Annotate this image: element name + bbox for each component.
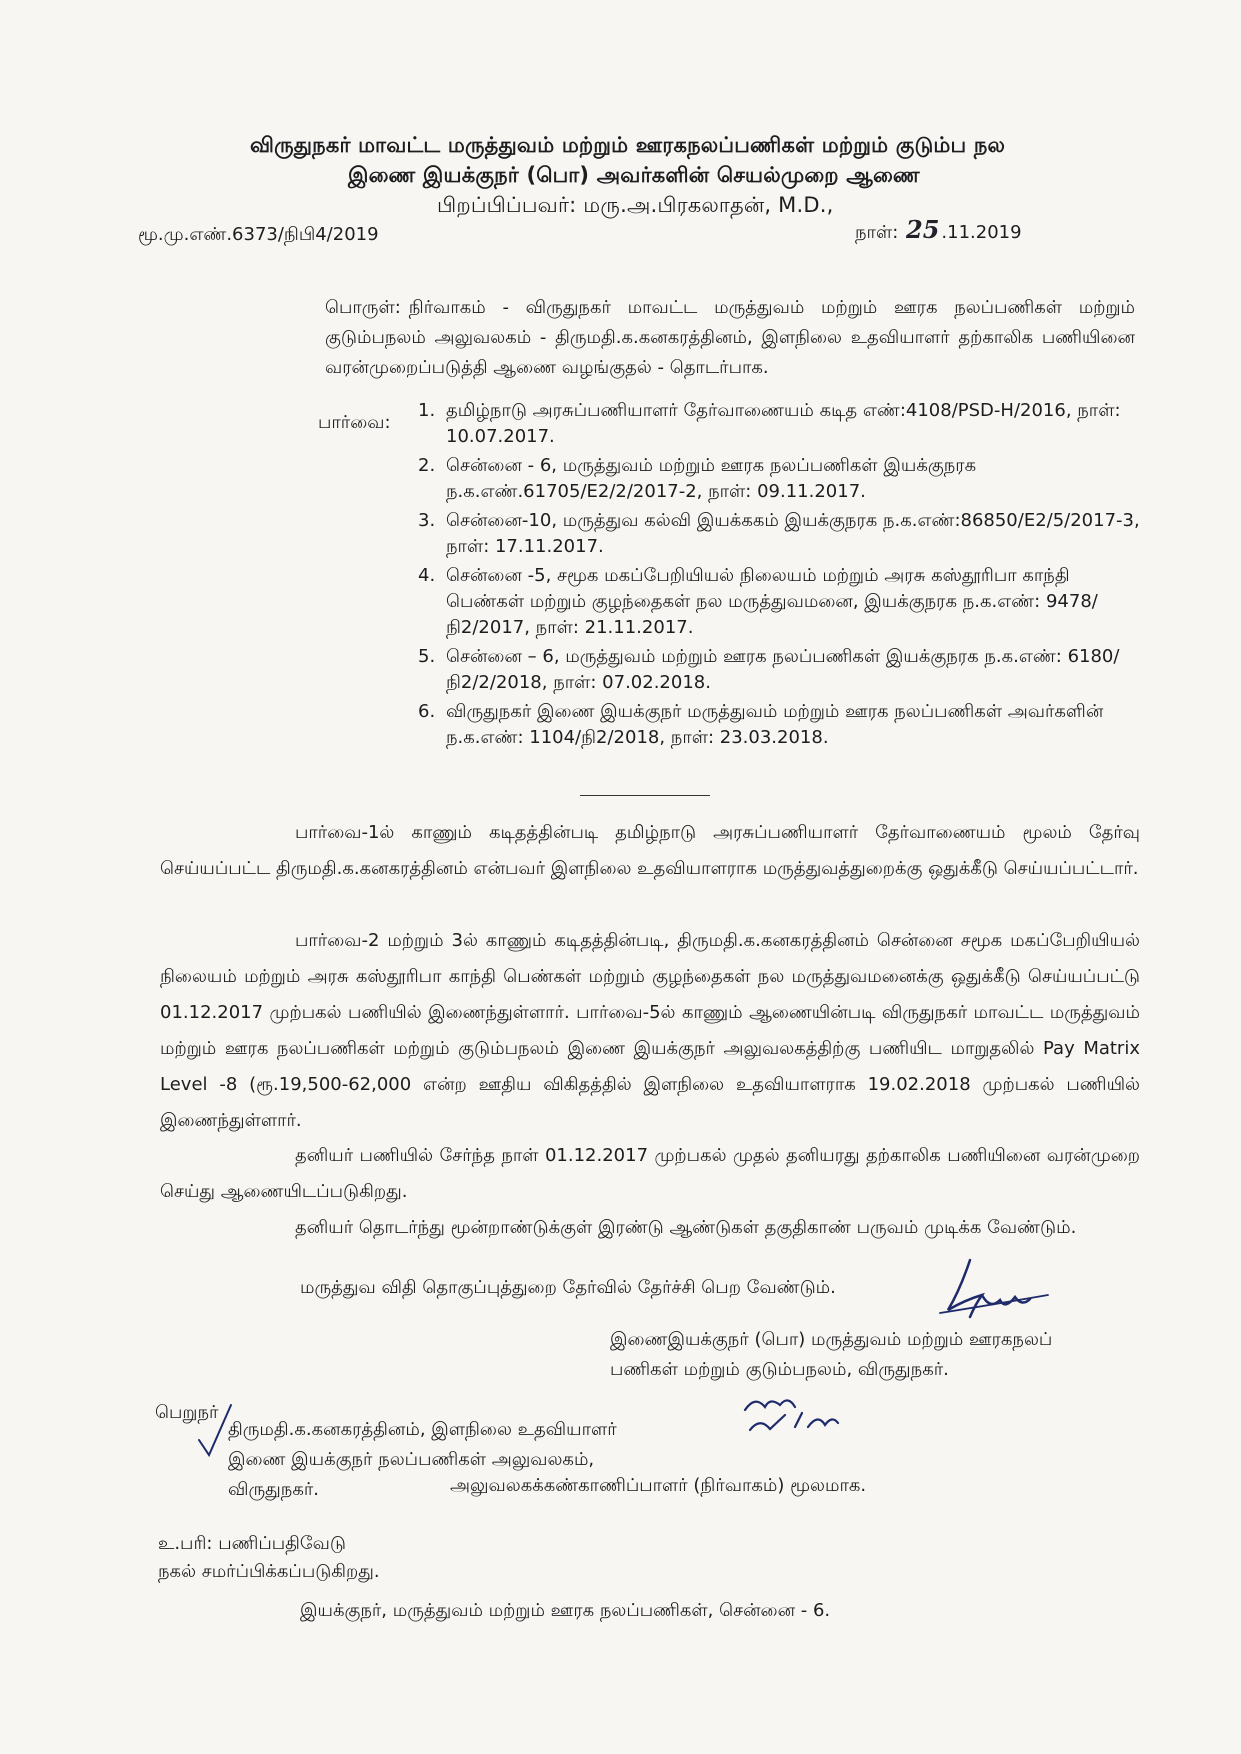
body-paragraph-2: பார்வை-2 மற்றும் 3ல் காணும் கடிதத்தின்படி, திருமதி.க.கனகரத்தினம் சென்னை சமூக மகப்பேறியியல் நிலையம் மற்றும் அரசு கஸ்தூரிபா காந்தி பெண்கள் மற்றும் குழந்தைகள் நல மருத்துவமனைக்கு ஒதுக்கீடு செய்யப்பட்டு 01.12.2017 முற்பகல் பணியில் இணைந்துள்ளார். பார்வை-5ல் காணும் ஆணையின்படி விருதுநகர் மாவட்ட மருத்துவம் மற்றும் ஊரக நலப்பணிகள் மற்றும் குடும்பநலம் இணை இயக்குநர் அலுவலகத்திற்கு பணியிட மாறுதலில் Pay Matrix Level -8 (ரூ.19,500-62,000 என்ற ஊதிய விகிதத்தில் இளநிலை உதவியாளராக 19.02.2018 முற்பகல் பணியில் இணைந்துள்ளார். (160, 930, 1140, 1131)
copy-line-3: இயக்குநர், மருத்துவம் மற்றும் ஊரக நலப்பணிகள், சென்னை - 6. (300, 1600, 831, 1621)
recipient-label: பெறுநர் (155, 1402, 219, 1423)
reference-item: 5. சென்னை – 6, மருத்துவம் மற்றும் ஊரக நலப்பணிகள் இயக்குநரக ந.க.எண்: 6180/நி2/2/2018, நாள்: 07.02.2018. (418, 646, 1120, 693)
references-label: பார்வை: (318, 412, 391, 433)
references-list (418, 398, 1153, 754)
body-paragraph-5: மருத்துவ விதி தொகுப்புத்துறை தேர்வில் தேர்ச்சி பெற வேண்டும். (300, 1277, 836, 1298)
signatory-block (610, 1325, 1052, 1385)
copy-line-2: நகல் சமர்ப்பிக்கப்படுகிறது. (158, 1561, 380, 1582)
reference-item: 2. சென்னை - 6, மருத்துவம் மற்றும் ஊரக நலப்பணிகள் இயக்குநரக ந.க.எண்.61705/E2/2/2017-2, நாள்: 09.11.2017. (418, 455, 977, 502)
signatory-line-1: இணைஇயக்குநர் (பொ) மருத்துவம் மற்றும் ஊரகநலப் (610, 1329, 1053, 1350)
date-rest: .11.2019 (941, 222, 1022, 243)
reference-item: 1. தமிழ்நாடு அரசுப்பணியாளர் தேர்வாணையம் கடித எண்:4108/PSD-H/2016, நாள்: 10.07.2017. (418, 400, 1121, 447)
reference-item: 4. சென்னை -5, சமூக மகப்பேறியியல் நிலையம் மற்றும் அரசு கஸ்தூரிபா காந்தி பெண்கள் மற்றும் குழந்தைகள் நல மருத்துவமனை, இயக்குநரக ந.க.எண்: 9478/நி2/2017, நாள்: 21.11.2017. (418, 565, 1098, 638)
order-date (855, 215, 1022, 245)
copy-block (158, 1530, 380, 1586)
recipient-line-2: இணை இயக்குநர் நலப்பணிகள் அலுவலகம், (228, 1449, 595, 1470)
recipient-via: அலுவலகக்கண்காணிப்பாளர் (நிர்வாகம்) மூலமாக. (450, 1475, 867, 1496)
header-line-3: பிறப்பிப்பவர்: மரு.அ.பிரகலாதன், M.D., (437, 193, 834, 217)
date-day-handwritten: 25 (906, 215, 940, 244)
subject-label: பொருள்: (325, 297, 401, 318)
divider (580, 795, 710, 796)
body-paragraph-4: தனியர் தொடர்ந்து மூன்றாண்டுக்குள் இரண்டு ஆண்டுகள் தகுதிகாண் பருவம் முடிக்க வேண்டும். (295, 1217, 1077, 1238)
subject-text: நிர்வாகம் - விருதுநகர் மாவட்ட மருத்துவம் மற்றும் ஊரக நலப்பணிகள் மற்றும் குடும்பநலம் அலுவலகம் - திருமதி.க.கனகரத்தினம், இளநிலை உதவியாளர் தற்காலிக பணியினை வரன்முறைப்படுத்தி ஆணை வழங்குதல் - தொடர்பாக. (325, 297, 1135, 378)
date-label: நாள்: (855, 222, 899, 243)
initials-mark-icon (740, 1385, 850, 1445)
recipient-line-3: விருதுநகர். (228, 1479, 319, 1500)
header-line-2: இணை இயக்குநர் (பொ) அவர்களின் செயல்முறை ஆணை (348, 163, 920, 187)
subject-block (325, 293, 1135, 383)
recipient-line-1: திருமதி.க.கனகரத்தினம், இளநிலை உதவியாளர் (228, 1419, 617, 1440)
header-line-1: விருதுநகர் மாவட்ட மருத்துவம் மற்றும் ஊரகநலப்பணிகள் மற்றும் குடும்ப நல (250, 133, 1006, 157)
body-paragraph-3: தனியர் பணியில் சேர்ந்த நாள் 01.12.2017 முற்பகல் முதல் தனியரது தற்காலிக பணியினை வரன்முறை செய்து ஆணையிடப்படுகிறது. (160, 1145, 1140, 1202)
reference-item: 3. சென்னை-10, மருத்துவ கல்வி இயக்ககம் இயக்குநரக ந.க.எண்:86850/E2/5/2017-3, நாள்: 17.11.2017. (418, 510, 1140, 557)
signature-mark-icon (930, 1255, 1060, 1335)
copy-line-1: உ.பரி: பணிப்பதிவேடு (158, 1533, 346, 1554)
body-paragraph-1: பார்வை-1ல் காணும் கடிதத்தின்படி தமிழ்நாடு அரசுப்பணியாளர் தேர்வாணையம் மூலம் தேர்வு செய்யப்பட்ட திருமதி.க.கனகரத்தினம் என்பவர் இளநிலை உதவியாளராக மருத்துவத்துறைக்கு ஒதுக்கீடு செய்யப்பட்டார். (160, 822, 1140, 879)
reference-number: மூ.மு.எண்.6373/நிபி4/2019 (138, 224, 379, 245)
signatory-line-2: பணிகள் மற்றும் குடும்பநலம், விருதுநகர். (610, 1359, 949, 1380)
reference-item: 6. விருதுநகர் இணை இயக்குநர் மருத்துவம் மற்றும் ஊரக நலப்பணிகள் அவர்களின் ந.க.எண்: 1104/நி2/2018, நாள்: 23.03.2018. (418, 701, 1104, 748)
